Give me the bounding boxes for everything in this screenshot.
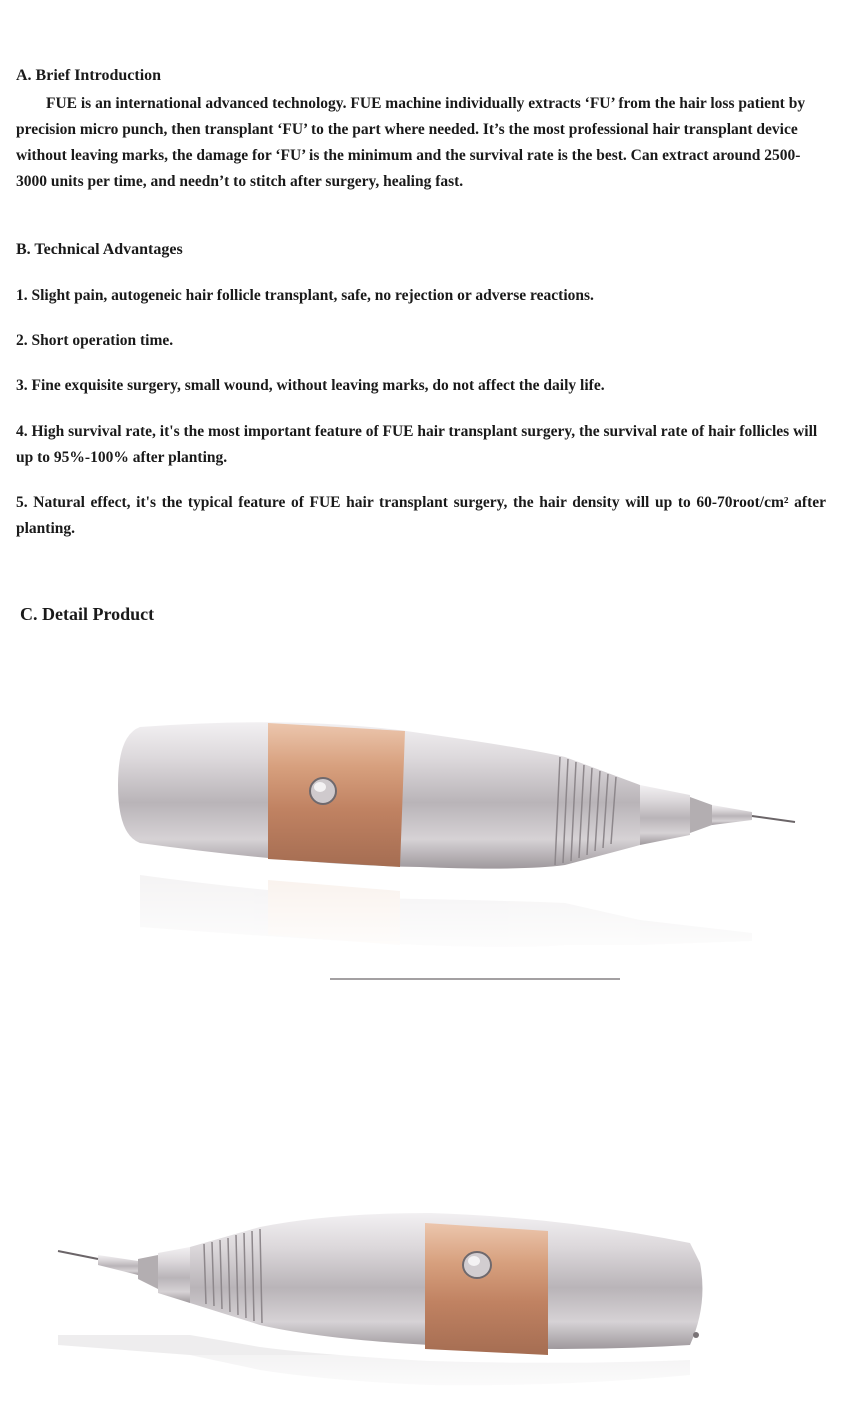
product-photo-handpiece-left [0,1195,850,1402]
section-a-heading: A. Brief Introduction [16,67,162,84]
advantage-item-3: 3. Fine exquisite surgery, small wound, without leaving marks, do not affect the daily life. [16,377,605,394]
section-c-heading: C. Detail Product [20,604,155,624]
advantage-item-5: 5. Natural effect, it's the typical feature of FUE hair transplant surgery, the hair density will up to 60-70root/cm² after planting. [16,494,826,537]
advantage-item-1: 1. Slight pain, autogeneic hair follicle transplant, safe, no rejection or adverse reactions. [16,287,594,304]
advantage-item-4: 4. High survival rate, it's the most important feature of FUE hair transplant surgery, the survival rate of hair follicles will up to 95%-100% after planting. [16,423,818,466]
advantage-item-2: 2. Short operation time. [16,332,174,349]
section-b-heading: B. Technical Advantages [16,241,183,258]
intro-paragraph: FUE is an international advanced technology. FUE machine individually extracts ‘FU’ from the hair loss patient by precision micro punch, then transplant ‘FU’ to the part where needed. It’s the most professional hair transplant device without leaving marks, the damage for ‘FU’ is the minimum and the survival rate is the best. Can extract around 2500-3000 units per time, and needn’t to stitch after surgery, healing fast. [16,95,806,190]
product-photo-handpiece-right [0,645,850,1005]
